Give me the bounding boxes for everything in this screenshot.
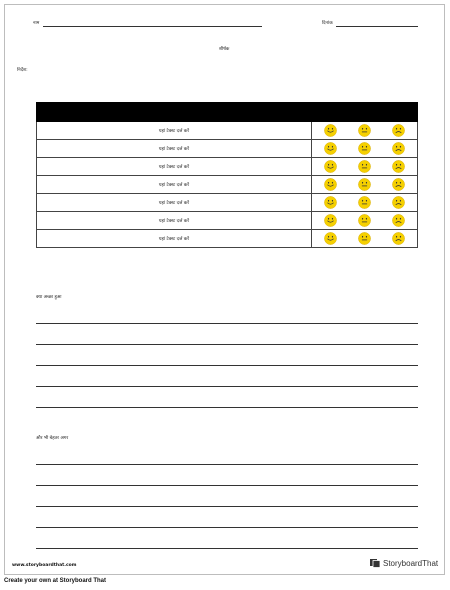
section-label-even-better-if: और भी बेहतर अगर <box>36 436 69 441</box>
rating-row <box>36 230 418 248</box>
name-field-line[interactable] <box>43 26 262 27</box>
neutral-face-icon[interactable] <box>358 142 371 155</box>
neutral-face-icon[interactable] <box>358 160 371 173</box>
rating-row <box>36 176 418 194</box>
sad-face-icon[interactable] <box>392 196 405 209</box>
rating-row <box>36 194 418 212</box>
rating-faces <box>312 194 417 211</box>
rating-faces <box>312 140 417 157</box>
writing-line[interactable] <box>36 386 418 387</box>
worksheet-title: शीर्षक <box>219 47 230 52</box>
storyboardthat-logo <box>370 558 438 568</box>
writing-line[interactable] <box>36 485 418 486</box>
rating-faces <box>312 122 417 139</box>
sad-face-icon[interactable] <box>392 214 405 227</box>
sad-face-icon[interactable] <box>392 232 405 245</box>
rating-row-text[interactable]: यहां टेक्स्ट दर्ज करें <box>37 158 312 175</box>
sad-face-icon[interactable] <box>392 124 405 137</box>
neutral-face-icon[interactable] <box>358 214 371 227</box>
rating-row-text[interactable]: यहां टेक्स्ट दर्ज करें <box>37 176 312 193</box>
writing-line[interactable] <box>36 365 418 366</box>
happy-face-icon[interactable] <box>324 196 337 209</box>
sad-face-icon[interactable] <box>392 178 405 191</box>
sad-face-icon[interactable] <box>392 142 405 155</box>
storyboard-logo-icon <box>370 558 381 568</box>
date-label: दिनांक <box>322 21 333 26</box>
rating-row <box>36 140 418 158</box>
logo-text: StoryboardThat <box>383 558 439 568</box>
rating-row-text[interactable]: यहां टेक्स्ट दर्ज करें <box>37 194 312 211</box>
writing-line[interactable] <box>36 527 418 528</box>
rating-row <box>36 158 418 176</box>
rating-table-header <box>36 102 418 122</box>
writing-line[interactable] <box>36 323 418 324</box>
rating-row-text[interactable]: यहां टेक्स्ट दर्ज करें <box>37 212 312 229</box>
neutral-face-icon[interactable] <box>358 178 371 191</box>
writing-line[interactable] <box>36 548 418 549</box>
happy-face-icon[interactable] <box>324 160 337 173</box>
rating-row <box>36 122 418 140</box>
happy-face-icon[interactable] <box>324 142 337 155</box>
instructions-label: निर्देश: <box>17 68 28 73</box>
neutral-face-icon[interactable] <box>358 196 371 209</box>
footer-url[interactable]: www.storyboardthat.com <box>12 563 77 568</box>
happy-face-icon[interactable] <box>324 214 337 227</box>
rating-faces <box>312 176 417 193</box>
rating-row-text[interactable]: यहां टेक्स्ट दर्ज करें <box>37 122 312 139</box>
rating-faces <box>312 230 417 247</box>
name-label: नाम <box>33 21 40 26</box>
happy-face-icon[interactable] <box>324 232 337 245</box>
writing-line[interactable] <box>36 407 418 408</box>
writing-line[interactable] <box>36 464 418 465</box>
rating-faces <box>312 158 417 175</box>
rating-table <box>36 102 418 248</box>
bottom-caption[interactable]: Create your own at Storyboard That <box>4 578 107 584</box>
section-label-what-went-well: क्या अच्छा हुआ <box>36 295 62 300</box>
rating-row <box>36 212 418 230</box>
writing-line[interactable] <box>36 344 418 345</box>
neutral-face-icon[interactable] <box>358 124 371 137</box>
rating-row-text[interactable]: यहां टेक्स्ट दर्ज करें <box>37 230 312 247</box>
worksheet-page <box>4 4 445 575</box>
happy-face-icon[interactable] <box>324 178 337 191</box>
rating-faces <box>312 212 417 229</box>
happy-face-icon[interactable] <box>324 124 337 137</box>
neutral-face-icon[interactable] <box>358 232 371 245</box>
writing-line[interactable] <box>36 506 418 507</box>
date-field-line[interactable] <box>336 26 418 27</box>
sad-face-icon[interactable] <box>392 160 405 173</box>
rating-row-text[interactable]: यहां टेक्स्ट दर्ज करें <box>37 140 312 157</box>
